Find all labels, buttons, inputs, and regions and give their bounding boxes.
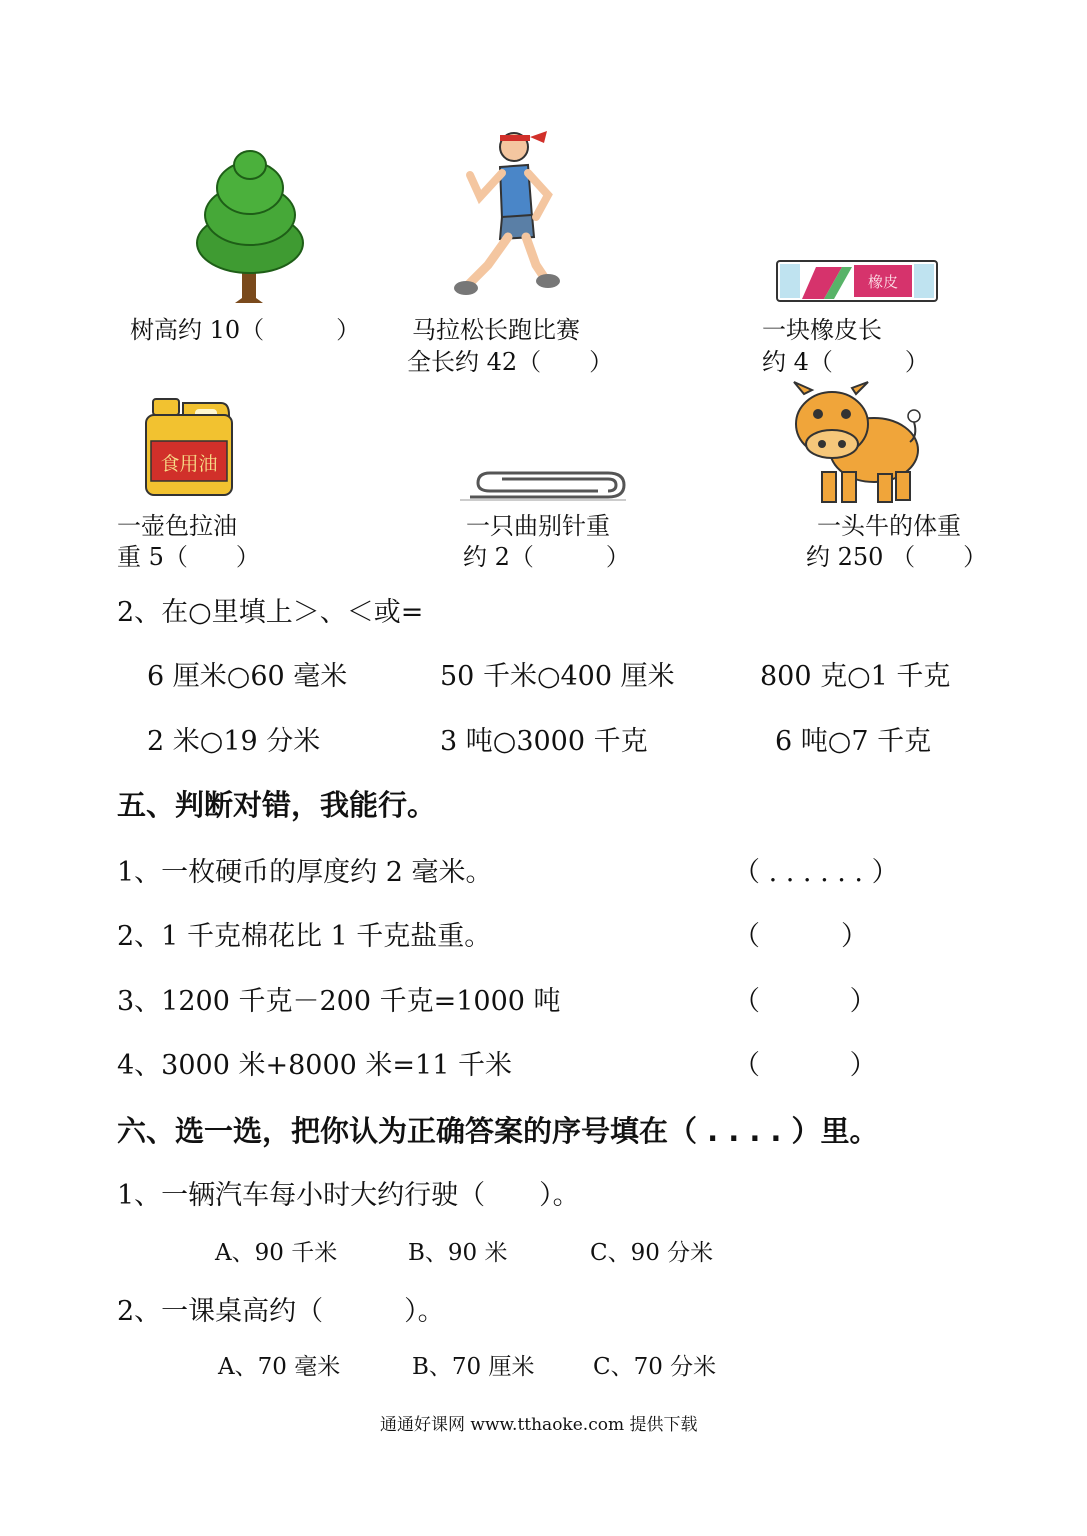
tree-icon xyxy=(195,153,305,303)
eraser-caption-line1: 一块橡皮长 xyxy=(762,316,882,344)
eraser-caption-line2: 约 4（ ） xyxy=(762,348,929,376)
paperclip-icon xyxy=(458,467,628,503)
judge-bracket: （ ） xyxy=(733,986,877,1017)
cow-icon xyxy=(786,380,926,505)
footer-text: 通通好课网 www.tthaoke.com 提供下载 xyxy=(380,1415,698,1435)
section5-heading: 五、判断对错，我能行。 xyxy=(117,788,437,822)
oil-jug-icon xyxy=(143,397,235,497)
cow-caption-line1: 一头牛的体重 xyxy=(817,512,961,540)
oil-caption-line1: 一壶色拉油 xyxy=(117,512,237,540)
section6-heading: 六、选一选，把你认为正确答案的序号填在（ . . . . ）里。 xyxy=(117,1114,879,1148)
paperclip-caption-line1: 一只曲别针重 xyxy=(466,512,610,540)
compare-item: 50 千米○400 厘米 xyxy=(440,661,675,692)
cow-caption-line2: 约 250 （ ） xyxy=(806,543,988,571)
runner-icon xyxy=(452,125,562,305)
compare-item: 3 吨○3000 千克 xyxy=(440,726,648,757)
paperclip-caption-line2: 约 2（ ） xyxy=(463,543,630,571)
runner-caption-line2: 全长约 42（ ） xyxy=(407,348,614,376)
compare-item: 800 克○1 千克 xyxy=(760,661,951,692)
choice-option: B、90 米 xyxy=(408,1240,508,1266)
choice-question: 1、一辆汽车每小时大约行驶（ ）。 xyxy=(117,1180,580,1211)
eraser-label: 橡皮 xyxy=(867,273,899,291)
eraser-icon xyxy=(776,259,938,303)
tree-caption: 树高约 10（ ） xyxy=(130,316,361,344)
compare-item: 6 吨○7 千克 xyxy=(775,726,932,757)
choice-question: 2、一课桌高约（ ）。 xyxy=(117,1296,445,1327)
oil-caption-line2: 重 5（ ） xyxy=(117,543,260,571)
judge-item: 3、1200 千克－200 千克=1000 吨 xyxy=(117,986,561,1017)
choice-option: C、90 分米 xyxy=(590,1240,714,1266)
compare-title: 2、在○里填上＞、＜或= xyxy=(117,597,424,628)
judge-item: 1、一枚硬币的厚度约 2 毫米。 xyxy=(117,857,493,888)
judge-bracket: （ . . . . . . ） xyxy=(733,857,899,888)
choice-option: A、90 千米 xyxy=(215,1240,338,1266)
compare-item: 6 厘米○60 毫米 xyxy=(147,661,348,692)
runner-caption-line1: 马拉松长跑比赛 xyxy=(412,316,580,344)
judge-item: 4、3000 米+8000 米=11 千米 xyxy=(117,1050,512,1081)
judge-bracket: （ ） xyxy=(733,921,868,952)
judge-item: 2、1 千克棉花比 1 千克盐重。 xyxy=(117,921,492,952)
choice-option: C、70 分米 xyxy=(593,1354,717,1380)
judge-bracket: （ ） xyxy=(733,1050,877,1081)
choice-option: B、70 厘米 xyxy=(412,1354,535,1380)
choice-option: A、70 毫米 xyxy=(218,1354,341,1380)
jug-label: 食用油 xyxy=(160,453,218,475)
compare-item: 2 米○19 分米 xyxy=(147,726,321,757)
